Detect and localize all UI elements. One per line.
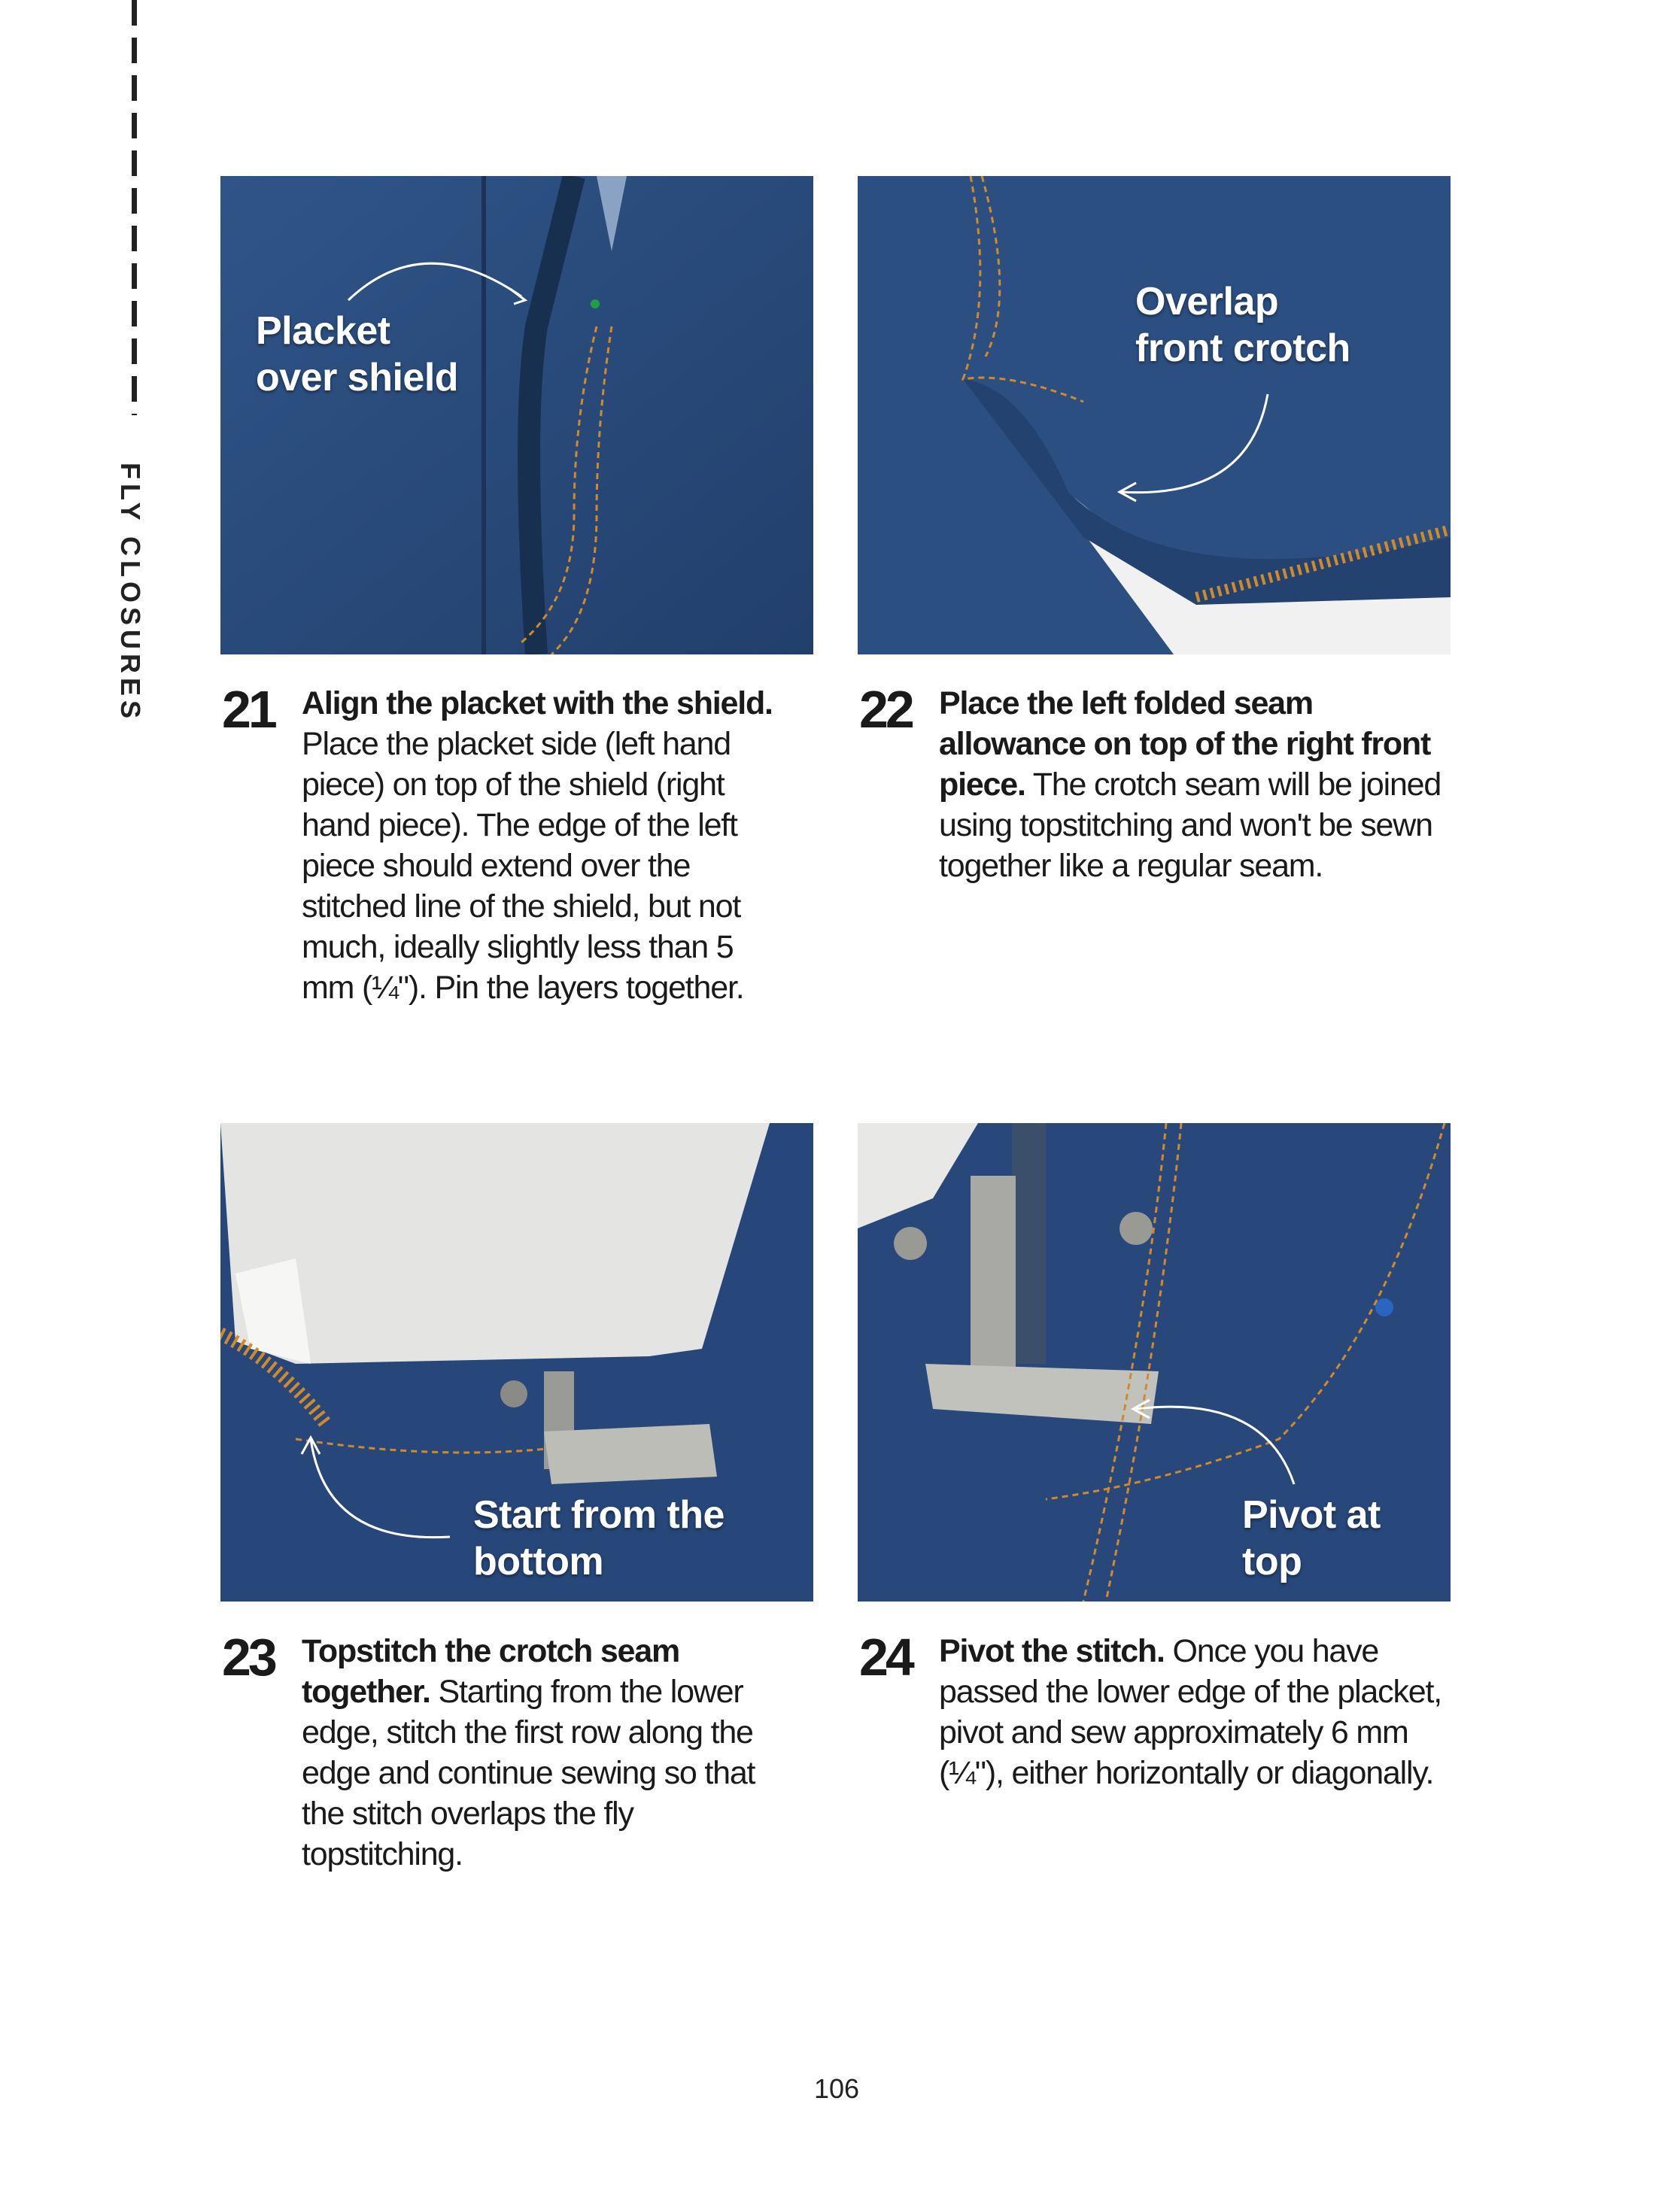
- step-number: 23: [222, 1628, 275, 1687]
- photo-caption: Overlap front crotch: [1135, 280, 1350, 370]
- step-body: [939, 683, 1458, 886]
- step-body: [302, 683, 783, 1008]
- photo-caption: Pivot at top: [1242, 1493, 1381, 1583]
- photo-overlap-front-crotch: [858, 176, 1451, 654]
- page-number: 106: [814, 2073, 860, 2104]
- step-title: Place the left folded seam allowance on top of the right front piece.: [939, 685, 1431, 803]
- step-text: Starting from the lower edge, stitch the first row along the edge and continue sewing so that the stitch overlaps the fly topstitching.: [302, 1674, 755, 1872]
- step-number: 21: [222, 680, 275, 739]
- step-text: The crotch seam will be joined using topstitching and won't be sewn together like a regular seam.: [939, 767, 1442, 884]
- section-side-label: FLY CLOSURES: [115, 463, 146, 724]
- photo-pivot-at-top: [858, 1123, 1451, 1602]
- step-title: Pivot the stitch.: [939, 1633, 1165, 1669]
- step-number: 24: [859, 1628, 912, 1687]
- step-title: Topstitch the crotch seam together.: [302, 1633, 680, 1710]
- step-number: 22: [859, 680, 912, 739]
- photo-start-from-bottom: [220, 1123, 813, 1602]
- step-body: [939, 1631, 1443, 1793]
- dashed-margin-line: [132, 0, 137, 415]
- step-text: Place the placket side (left hand piece) on top of the shield (right hand piece). The edge of the left piece should extend over the stitched line of the shield, but not much, ideally slightly less than 5 mm (¼"). Pin the layers together.: [302, 726, 744, 1006]
- step-body: [302, 1631, 783, 1875]
- photo-caption: Start from the bottom: [473, 1493, 725, 1583]
- photo-caption: Placket over shield: [256, 309, 459, 399]
- photo-placket-over-shield: [220, 176, 813, 654]
- step-title: Align the placket with the shield.: [302, 685, 773, 721]
- step-text: Once you have passed the lower edge of the placket, pivot and sew approximately 6 mm (¼"), either horizontally or diagonally.: [939, 1633, 1442, 1791]
